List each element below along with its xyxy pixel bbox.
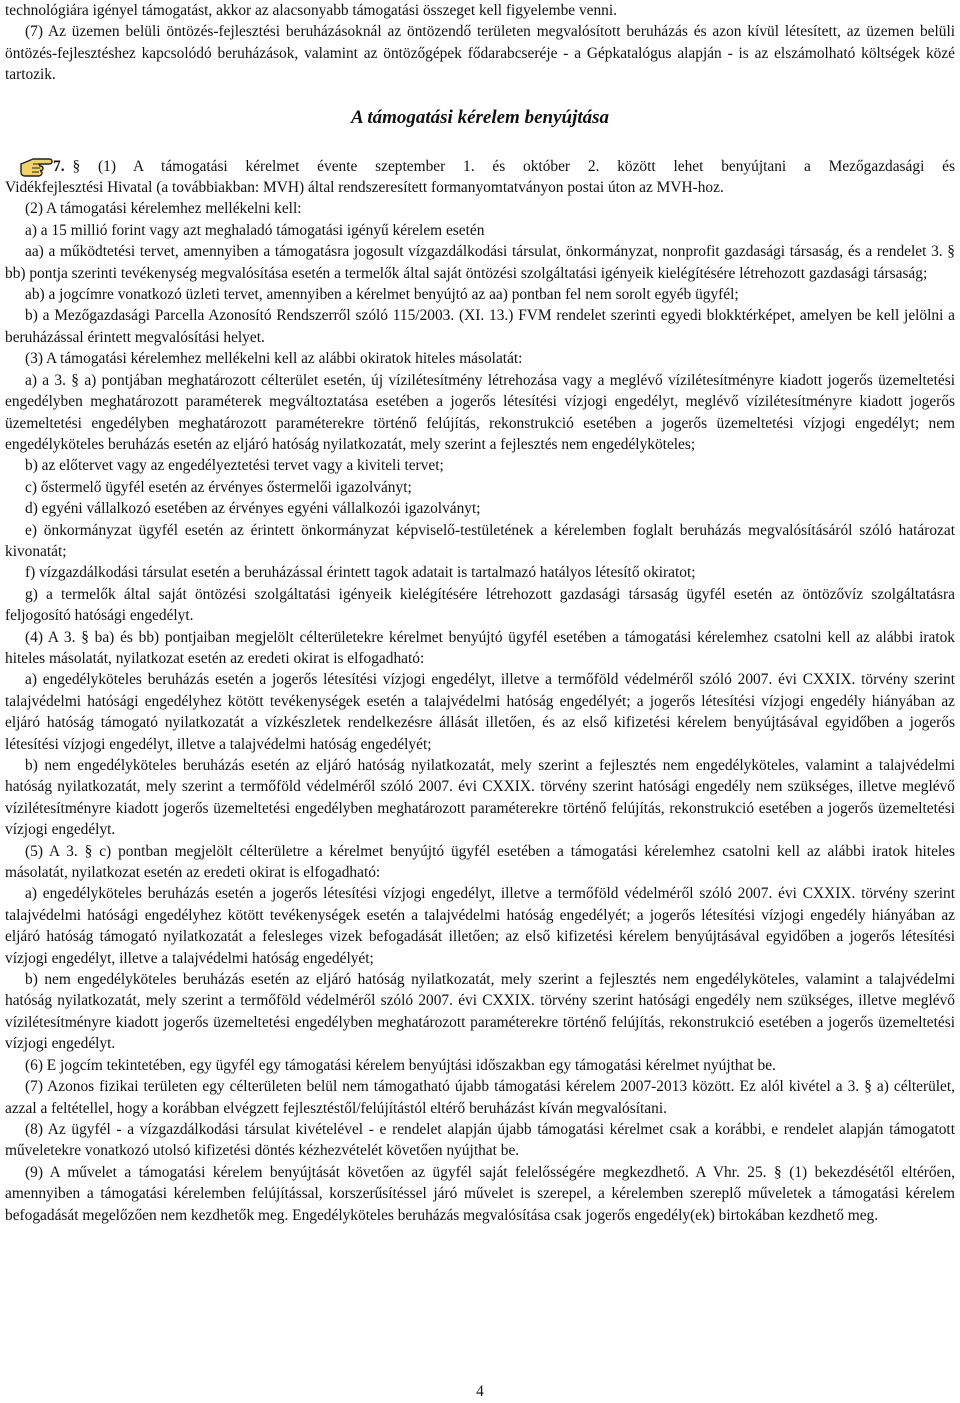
paragraph-continuation: technológiára igényel támogatást, akkor az alacsonyabb támogatási összeget kell figyelembe venni.: [5, 2, 617, 19]
document-page: [5, 0, 955, 1226]
paragraph: (8) Az ügyfél - a vízgazdálkodási társulat kivételével - e rendelet alapján újabb támogatási kérelmet csak a korábbi, e rendelet alapján támogatott műveletekre vonatkozó utolsó kifizetési döntés kézhezvételét követően nyújthat be.: [5, 1120, 955, 1160]
section-7-continuation: Vidékfejlesztési Hivatal (a továbbiakban: MVH) által rendszeresített formanyomtatványon postai úton az MVH-hoz.: [5, 179, 724, 197]
paragraph: (5) A 3. § c) pontban megjelölt célterületre a kérelmet benyújtó ügyfél esetében a támogatási kérelemhez csatolni kell az alábbi iratok hiteles másolatát, nyilatkozat esetén az eredeti okirat is elfogadható:: [5, 842, 955, 882]
paragraph: a) a 3. § a) pontjában meghatározott célterület esetén, új vízilétesítmény létrehozása vagy a meglévő vízilétesítményre kiadott jogerős üzemeltetési engedélyben meghatározott paraméterek megváltoztatása esetében a jogerős létesítési vízjogi engedélyt, meglévő vízilétesítményre kiadott jogerős üzemeltetési engedélyben meghatározott paraméterekre történő felújítás, rekonstrukció esetében a jogerős üzemeltetési vízjogi engedélyt; nem engedélyköteles beruházás esetén az eljáró hatóság nyilatkozatát, mely szerint a fejlesztés nem engedélyköteles;: [5, 371, 955, 453]
paragraph: g) a termelők által saját öntözési szolgáltatási igényeik kielégítésére létrehozott gazdasági társaság ügyfél esetén az öntözővíz szolgáltatásra feljogosító hatósági engedélyt.: [5, 585, 955, 625]
paragraph-7: (7) Az üzemen belüli öntözés-fejlesztési beruházásoknál az öntözendő területen megvalósított beruházás és azon kívül létesített, az üzemen belüli öntözés-fejlesztéshez kapcsolódó beruházások, valamint az öntözőgépek fődarabcseréje - a Gépkatalógus alapján - is az elszámolható költségek közé tartozik.: [5, 23, 955, 84]
section-7-first-line: [5, 155, 955, 177]
paragraph: (4) A 3. § ba) és bb) pontjaiban megjelölt célterületekre kérelmet benyújtó ügyfél esetében a támogatási kérelemhez csatolni kell az alábbi iratok hiteles másolatát, nyilatkozat esetén az eredeti okirat is elfogadható:: [5, 628, 955, 667]
paragraph: d) egyéni vállalkozó esetében az érvényes egyéni vállalkozói igazolványt;: [25, 500, 481, 518]
paragraph: ab) a jogcímre vonatkozó üzleti tervet, amennyiben a kérelmet benyújtó az aa) pontban fel nem sorolt egyéb ügyfél;: [25, 286, 739, 304]
paragraph: b) nem engedélyköteles beruházás esetén az eljáró hatóság nyilatkozatát, mely szerint a fejlesztés nem engedélyköteles, valamint a talajvédelmi hatóság nyilatkozatát, mely szerint a termőföld védelméről szóló 2007. évi CXXIX. törvény szerint hatósági engedély nem szükséges, illetve meglévő vízilétesítményre kiadott jogerős üzemeltetési engedélyben meghatározott paraméterekre történő felújítás, rekonstrukció esetében a jogerős üzemeltetési vízjogi engedélyt.: [5, 757, 955, 839]
section-7-text: § (1) A támogatási kérelmet évente szeptember 1. és október 2. között lehet benyújtani a Mezőgazdasági és: [72, 157, 955, 175]
paragraph: a) engedélyköteles beruházás esetén a jogerős létesítési vízjogi engedélyt, illetve a termőföld védelméről szóló 2007. évi CXXIX. törvény szerint talajvédelmi hatósági engedélyhez kötött tevékenységek esetén a talajvédelmi hatóság engedélyét; a jogerős létesítési vízjogi engedély hiányában az eljáró hatóság támogató nyilatkozatát a felesleges vizek befogadását illetően; az első kifizetési kérelem benyújtásával egyidőben a jogerős létesítési vízjogi engedélyt, illetve a talajvédelmi hatóság engedélyét;: [5, 885, 955, 967]
pointing-hand-icon: [19, 155, 53, 177]
paragraph: aa) a működtetési tervet, amennyiben a támogatásra jogosult vízgazdálkodási társulat, önkormányzat, nonprofit gazdasági társaság, és a rendelet 3. § bb) pontja szerinti tevékenység megvalósítása esetén a termelők által saját öntözési szolgáltatási igényeik kielégítésére létrehozott gazdasági társaság;: [5, 243, 955, 282]
paragraph: (3) A támogatási kérelemhez mellékelni kell az alábbi okiratok hiteles másolatát:: [25, 350, 523, 368]
paragraph: f) vízgazdálkodási társulat esetén a beruházással érintett tagok adatait is tartalmazó hatályos létesítő okiratot;: [25, 564, 696, 582]
paragraph: (7) Azonos fizikai területen egy célterületen belül nem támogatható újabb támogatási kérelem 2007-2013 között. Ez alól kivétel a 3. § a) célterület, azzal a feltétellel, hogy a korábban elvégzett fejlesztéstől/felújítástól eltérő beruházást kíván megvalósítani.: [5, 1078, 955, 1117]
paragraph: a) a 15 millió forint vagy azt meghaladó támogatási igényű kérelem esetén: [25, 221, 485, 239]
paragraph: b) a Mezőgazdasági Parcella Azonosító Rendszerről szóló 115/2003. (XI. 13.) FVM rendelet szerinti egyedi blokktérképet, amelyen be kell jelölni a beruházással érintett megvalósítási helyet.: [5, 307, 955, 346]
paragraph: a) engedélyköteles beruházás esetén a jogerős létesítési vízjogi engedélyt, illetve a termőföld védelméről szóló 2007. évi CXXIX. törvény szerint talajvédelmi hatósági engedélyhez kötött tevékenységek esetén a talajvédelmi hatóság engedélyét; a jogerős létesítési vízjogi engedély hiányában az eljáró hatóság támogató nyilatkozatát a vízkészletek rendelkezésre állását illetően, és az első kifizetési kérelem benyújtásával egyidőben a jogerős létesítési vízjogi engedélyt, illetve a talajvédelmi hatóság engedélyét;: [5, 671, 955, 753]
paragraph: (9) A művelet a támogatási kérelem benyújtását követően az ügyfél saját felelősségére megkezdhető. A Vhr. 25. § (1) bekezdésétől eltérően, amennyiben a támogatási kérelemben felújítással, korszerűsítéssel járó művelet is szerepel, a kérelemben szereplő műveletek a támogatási kérelem befogadását megelőzően nem kezdhetők meg. Engedélyköteles beruházás megvalósítása csak jogerős engedély(ek) birtokában kezdhető meg.: [5, 1163, 955, 1224]
paragraph: b) nem engedélyköteles beruházás esetén az eljáró hatóság nyilatkozatát, mely szerint a fejlesztés nem engedélyköteles, valamint a talajvédelmi hatóság nyilatkozatát, mely szerint a termőföld védelméről szóló 2007. évi CXXIX. törvény szerint hatósági engedély nem szükséges, illetve meglévő vízilétesítményre kiadott jogerős üzemeltetési engedélyben meghatározott paraméterekre történő felújítás, rekonstrukció esetében a jogerős üzemeltetési vízjogi engedélyt.: [5, 971, 955, 1053]
paragraph: e) önkormányzat ügyfél esetén az érintett önkormányzat képviselő-testületének a kérelemben foglalt beruházás megvalósításáról szóló határozat kivonatát;: [5, 521, 955, 560]
section-heading: A támogatási kérelem benyújtása: [350, 106, 610, 128]
paragraph: b) az előtervet vagy az engedélyeztetési tervet vagy a kiviteli tervet;: [25, 457, 444, 475]
page-number: 4: [476, 1383, 484, 1400]
paragraph: c) őstermelő ügyfél esetén az érvényes őstermelői igazolványt;: [25, 478, 412, 496]
section-number: 7.: [53, 157, 65, 175]
paragraph: (6) E jogcím tekintetében, egy ügyfél egy támogatási kérelem benyújtási időszakban egy támogatási kérelmet nyújthat be.: [25, 1056, 776, 1074]
paragraph: (2) A támogatási kérelemhez mellékelni kell:: [25, 200, 302, 218]
